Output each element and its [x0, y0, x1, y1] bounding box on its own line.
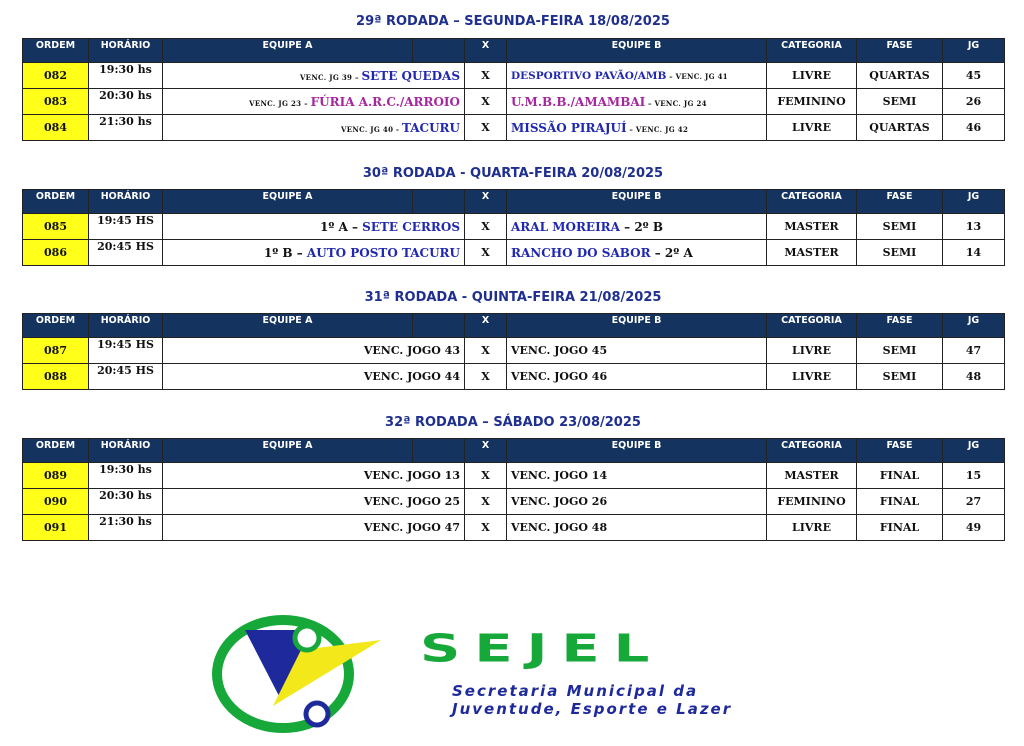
header-jg: JG	[943, 190, 1005, 214]
cell-horario: 19:45 HS	[89, 338, 163, 364]
cell-ordem: 085	[23, 214, 89, 240]
cell-equipe-b: VENC. JOGO 45	[507, 338, 767, 364]
schedule-table-round-32	[22, 438, 1005, 541]
header-ordem: ORDEM	[23, 314, 89, 338]
cell-fase: SEMI	[857, 240, 943, 266]
cell-x: X	[465, 364, 507, 390]
table-row	[23, 63, 1005, 89]
cell-horario: 20:30 hs	[89, 489, 163, 515]
cell-categoria: LIVRE	[767, 115, 857, 141]
cell-ordem: 083	[23, 89, 89, 115]
header-categoria: CATEGORIA	[767, 314, 857, 338]
header-ordem: ORDEM	[23, 439, 89, 463]
cell-x: X	[465, 240, 507, 266]
team-b-name: DESPORTIVO PAVÃO/AMB	[511, 70, 667, 82]
cell-jg: 48	[943, 364, 1005, 390]
cell-categoria: LIVRE	[767, 338, 857, 364]
cell-horario: 19:30 hs	[89, 63, 163, 89]
table-row	[23, 115, 1005, 141]
cell-ordem: 082	[23, 63, 89, 89]
team-b-suffix: – 2º B	[619, 219, 663, 234]
header-x: X	[465, 39, 507, 63]
table-row	[23, 489, 1005, 515]
header-fase: FASE	[857, 39, 943, 63]
schedule-table-round-31	[22, 313, 1005, 390]
table-header-row	[23, 190, 1005, 214]
cell-ordem: 089	[23, 463, 89, 489]
team-b-name: ARAL MOREIRA	[511, 219, 620, 234]
cell-equipe-a	[163, 214, 465, 240]
table-header-row	[23, 314, 1005, 338]
cell-equipe-a: VENC. JOGO 13	[163, 463, 465, 489]
table-row	[23, 338, 1005, 364]
cell-x: X	[465, 338, 507, 364]
cell-equipe-b: VENC. JOGO 14	[507, 463, 767, 489]
cell-categoria: FEMININO	[767, 89, 857, 115]
header-ordem: ORDEM	[23, 190, 89, 214]
header-spacer	[413, 39, 465, 63]
cell-x: X	[465, 89, 507, 115]
header-horario: HORÁRIO	[89, 439, 163, 463]
cell-horario: 20:45 HS	[89, 240, 163, 266]
header-x: X	[465, 190, 507, 214]
table-row	[23, 240, 1005, 266]
table-header-row	[23, 39, 1005, 63]
team-a-prefix: VENC. JG 39 –	[299, 72, 362, 82]
team-b-name: MISSÃO PIRAJUÍ	[511, 120, 627, 135]
round-title-29: 29ª RODADA – SEGUNDA-FEIRA 18/08/2025	[356, 14, 670, 29]
round-title-32: 32ª RODADA – SÁBADO 23/08/2025	[385, 415, 641, 430]
cell-fase: FINAL	[857, 489, 943, 515]
cell-fase: SEMI	[857, 338, 943, 364]
cell-jg: 13	[943, 214, 1005, 240]
team-a-name: FÚRIA A.R.C./ARROIO	[310, 94, 460, 109]
table-row	[23, 89, 1005, 115]
logo-title: SEJEL	[420, 626, 664, 671]
cell-equipe-b: VENC. JOGO 26	[507, 489, 767, 515]
team-b-suffix: – 2º A	[650, 245, 693, 260]
cell-jg: 14	[943, 240, 1005, 266]
cell-ordem: 091	[23, 515, 89, 541]
cell-fase: QUARTAS	[857, 63, 943, 89]
round-title-30: 30ª RODADA - QUARTA-FEIRA 20/08/2025	[362, 166, 664, 181]
schedule-table-round-29	[22, 38, 1005, 141]
team-b-suffix: – VENC. JG 41	[666, 72, 728, 81]
logo-subtitle-line2: Juventude, Esporte e Lazer	[452, 700, 733, 718]
header-categoria: CATEGORIA	[767, 39, 857, 63]
header-horario: HORÁRIO	[89, 314, 163, 338]
team-a-prefix: 1º B –	[263, 245, 307, 260]
cell-categoria: MASTER	[767, 214, 857, 240]
team-b-suffix: – VENC. JG 42	[626, 124, 689, 134]
team-b-name: U.M.B.B./AMAMBAI	[511, 94, 646, 109]
cell-jg: 26	[943, 89, 1005, 115]
cell-categoria: LIVRE	[767, 515, 857, 541]
header-ordem: ORDEM	[23, 39, 89, 63]
cell-equipe-a	[163, 89, 465, 115]
cell-ordem: 090	[23, 489, 89, 515]
team-a-name: SETE QUEDAS	[361, 68, 460, 83]
header-jg: JG	[943, 439, 1005, 463]
cell-equipe-a: VENC. JOGO 43	[163, 338, 465, 364]
header-equipe-a: EQUIPE A	[163, 314, 413, 338]
table-header-row	[23, 439, 1005, 463]
cell-categoria: FEMININO	[767, 489, 857, 515]
schedule-table-round-30	[22, 189, 1005, 266]
cell-equipe-b	[507, 240, 767, 266]
cell-categoria: MASTER	[767, 240, 857, 266]
team-b-name: RANCHO DO SABOR	[511, 245, 651, 260]
cell-equipe-b	[507, 214, 767, 240]
cell-equipe-a: VENC. JOGO 47	[163, 515, 465, 541]
table-row	[23, 463, 1005, 489]
cell-ordem: 084	[23, 115, 89, 141]
header-equipe-b: EQUIPE B	[507, 314, 767, 338]
cell-jg: 49	[943, 515, 1005, 541]
cell-equipe-b	[507, 89, 767, 115]
team-a-prefix: VENC. JG 40 -	[341, 124, 402, 134]
header-jg: JG	[943, 39, 1005, 63]
emblem-head-bottom	[306, 703, 328, 725]
cell-horario: 21:30 hs	[89, 115, 163, 141]
cell-categoria: MASTER	[767, 463, 857, 489]
cell-x: X	[465, 463, 507, 489]
header-jg: JG	[943, 314, 1005, 338]
cell-horario: 21:30 hs	[89, 515, 163, 541]
header-spacer	[413, 439, 465, 463]
cell-equipe-a	[163, 63, 465, 89]
header-categoria: CATEGORIA	[767, 439, 857, 463]
cell-fase: FINAL	[857, 463, 943, 489]
header-equipe-a: EQUIPE A	[163, 39, 413, 63]
cell-equipe-b	[507, 115, 767, 141]
team-a-prefix: 1º A –	[319, 219, 363, 234]
cell-x: X	[465, 63, 507, 89]
header-equipe-a: EQUIPE A	[163, 439, 413, 463]
header-equipe-a: EQUIPE A	[163, 190, 413, 214]
team-a-prefix: VENC. JG 23 –	[249, 98, 311, 108]
cell-categoria: LIVRE	[767, 364, 857, 390]
cell-jg: 46	[943, 115, 1005, 141]
round-title-31: 31ª RODADA - QUINTA-FEIRA 21/08/2025	[364, 290, 662, 305]
cell-x: X	[465, 214, 507, 240]
cell-horario: 19:30 hs	[89, 463, 163, 489]
header-spacer	[413, 190, 465, 214]
cell-jg: 45	[943, 63, 1005, 89]
cell-horario: 20:30 hs	[89, 89, 163, 115]
cell-jg: 15	[943, 463, 1005, 489]
cell-equipe-a	[163, 240, 465, 266]
cell-equipe-b	[507, 63, 767, 89]
cell-equipe-a: VENC. JOGO 25	[163, 489, 465, 515]
header-categoria: CATEGORIA	[767, 190, 857, 214]
emblem-head-top	[295, 626, 319, 650]
header-equipe-b: EQUIPE B	[507, 190, 767, 214]
header-fase: FASE	[857, 314, 943, 338]
team-a-name: TACURU	[401, 120, 460, 135]
header-x: X	[465, 314, 507, 338]
cell-categoria: LIVRE	[767, 63, 857, 89]
cell-horario: 19:45 HS	[89, 214, 163, 240]
table-row	[23, 515, 1005, 541]
cell-x: X	[465, 515, 507, 541]
team-a-name: SETE CERROS	[362, 219, 460, 234]
cell-x: X	[465, 489, 507, 515]
cell-jg: 27	[943, 489, 1005, 515]
header-fase: FASE	[857, 190, 943, 214]
cell-ordem: 086	[23, 240, 89, 266]
cell-equipe-b: VENC. JOGO 46	[507, 364, 767, 390]
cell-equipe-b: VENC. JOGO 48	[507, 515, 767, 541]
cell-ordem: 088	[23, 364, 89, 390]
header-equipe-b: EQUIPE B	[507, 439, 767, 463]
cell-fase: QUARTAS	[857, 115, 943, 141]
team-b-suffix: – VENC. JG 24	[645, 98, 707, 108]
sejel-emblem-icon	[205, 610, 395, 736]
cell-fase: SEMI	[857, 214, 943, 240]
header-horario: HORÁRIO	[89, 190, 163, 214]
header-spacer	[413, 314, 465, 338]
table-row	[23, 214, 1005, 240]
table-row	[23, 364, 1005, 390]
cell-equipe-a: VENC. JOGO 44	[163, 364, 465, 390]
header-fase: FASE	[857, 439, 943, 463]
cell-x: X	[465, 115, 507, 141]
cell-fase: SEMI	[857, 364, 943, 390]
cell-fase: SEMI	[857, 89, 943, 115]
logo-subtitle-line1: Secretaria Municipal da	[452, 682, 699, 700]
header-equipe-b: EQUIPE B	[507, 39, 767, 63]
cell-jg: 47	[943, 338, 1005, 364]
cell-horario: 20:45 HS	[89, 364, 163, 390]
cell-equipe-a	[163, 115, 465, 141]
header-x: X	[465, 439, 507, 463]
cell-fase: FINAL	[857, 515, 943, 541]
cell-ordem: 087	[23, 338, 89, 364]
team-a-name: AUTO POSTO TACURU	[306, 245, 460, 260]
header-horario: HORÁRIO	[89, 39, 163, 63]
